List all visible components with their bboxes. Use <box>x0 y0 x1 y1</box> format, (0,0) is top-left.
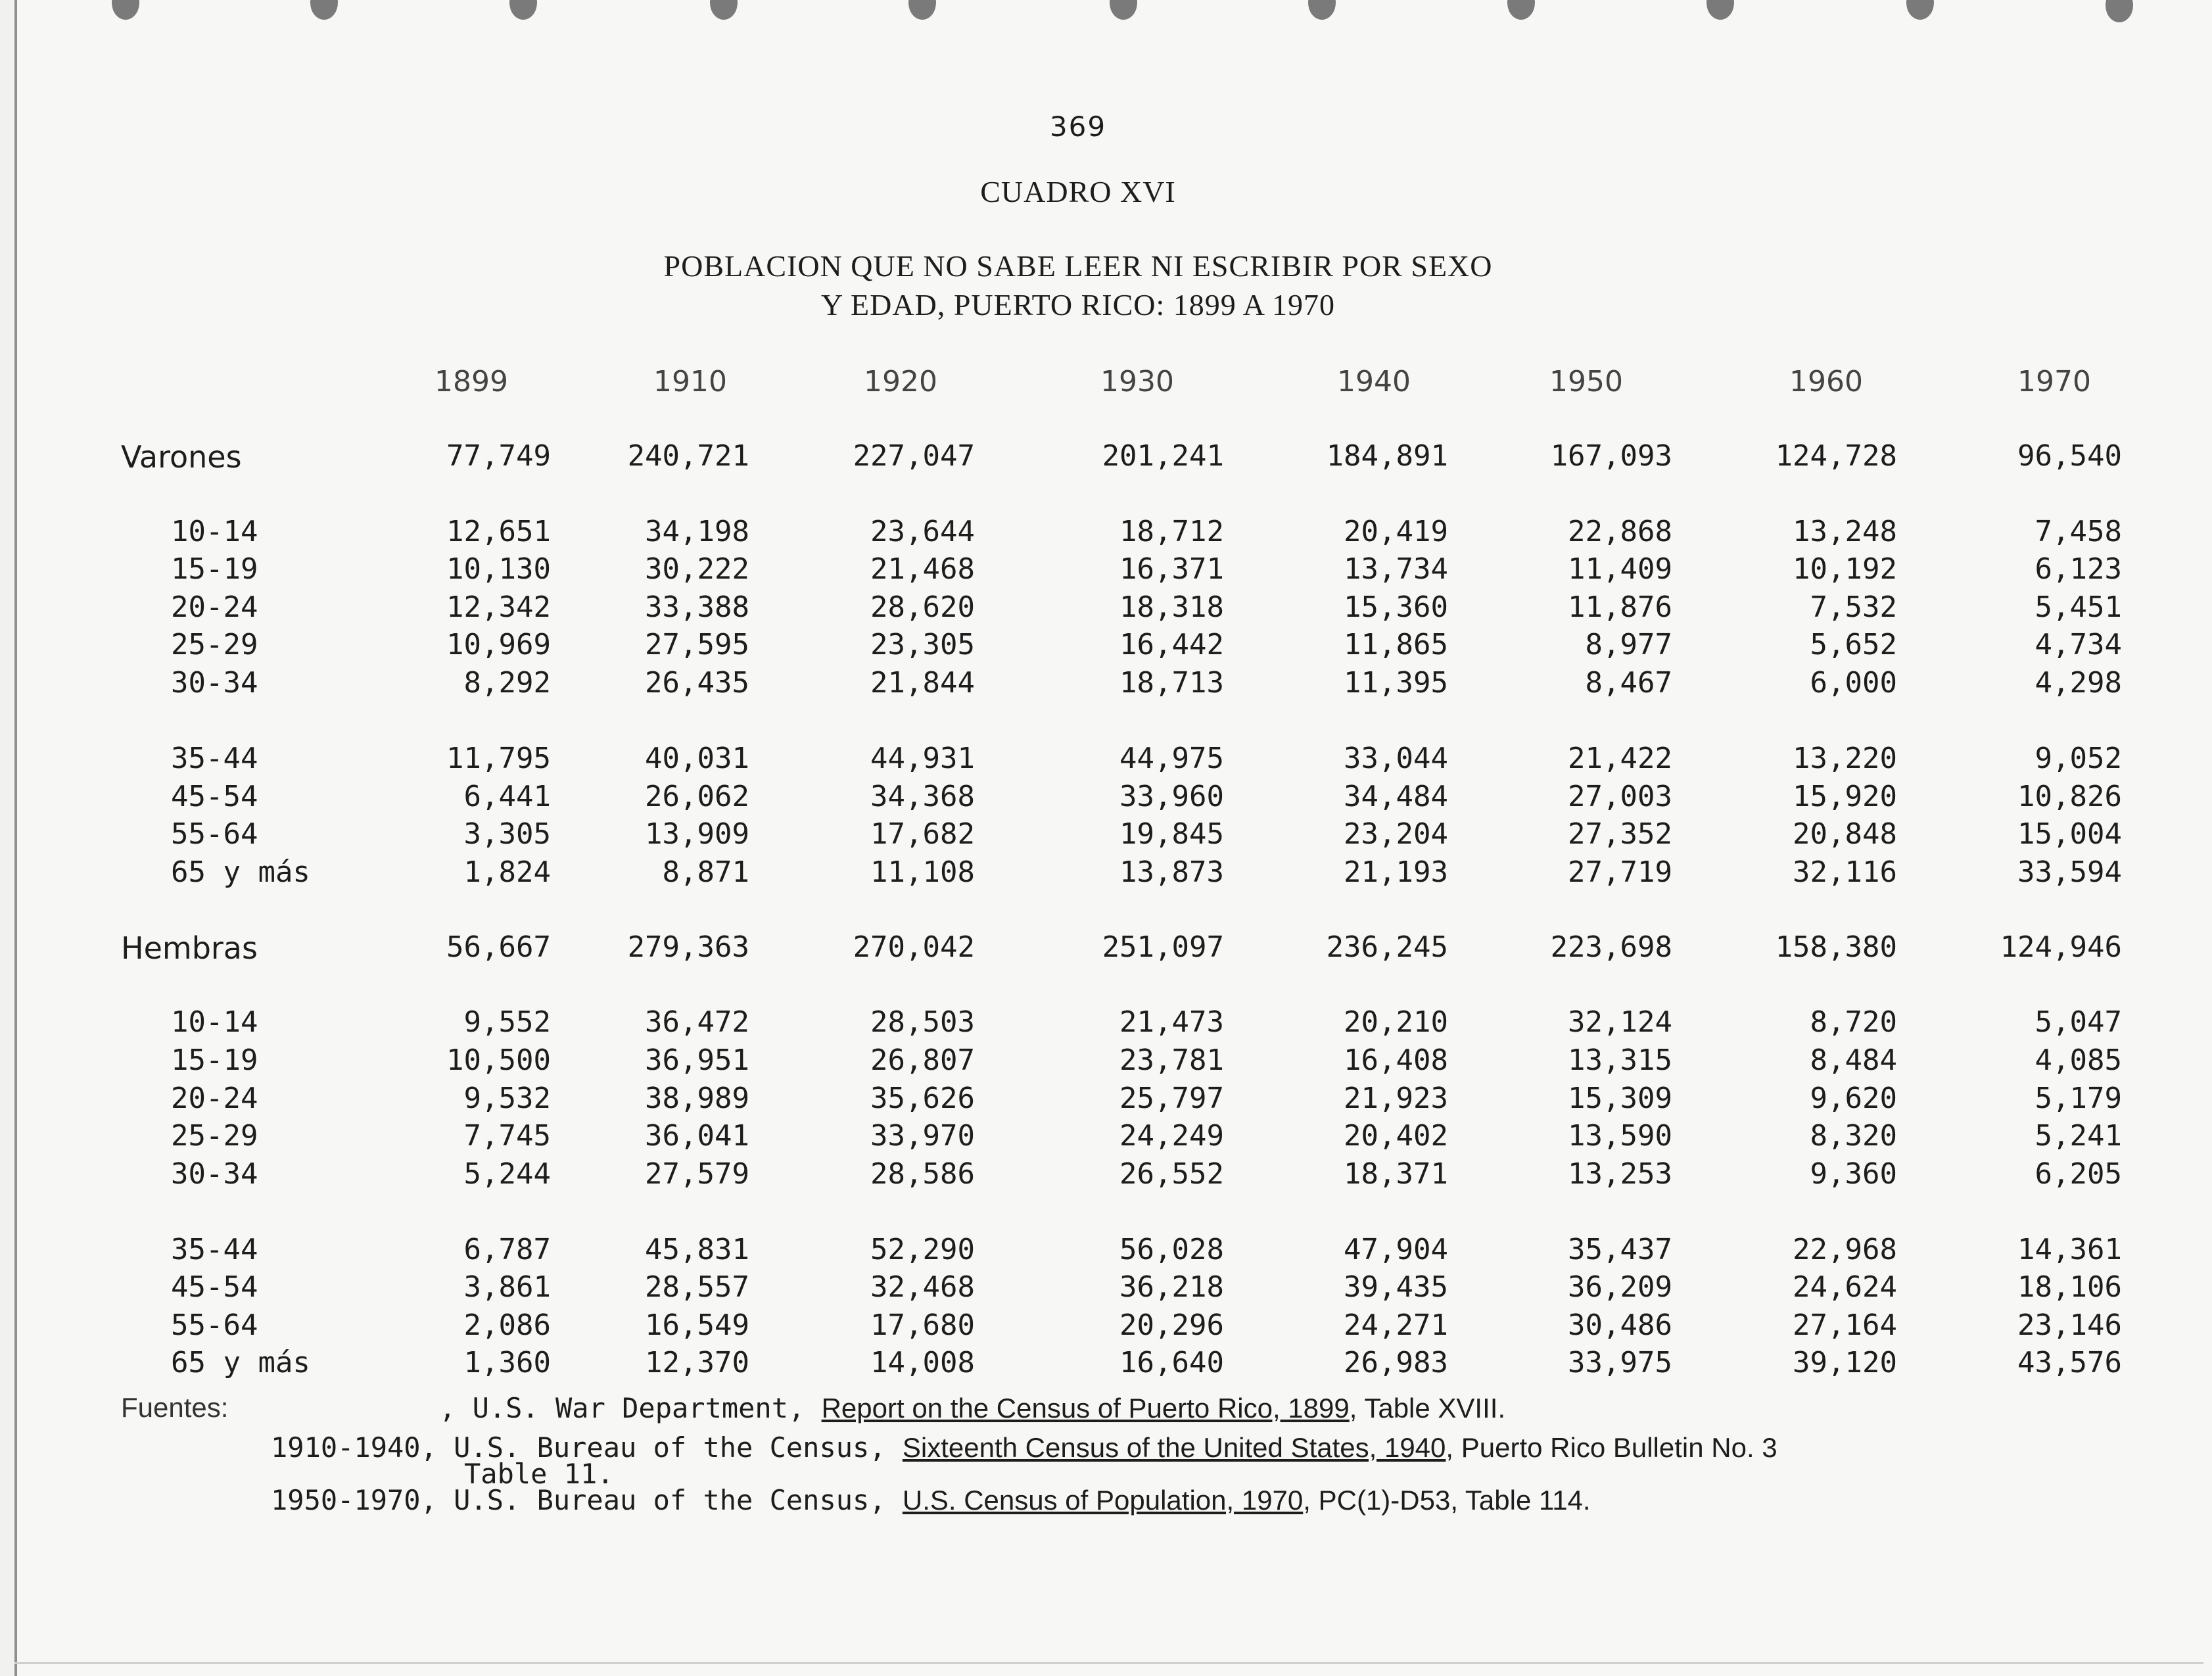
table-cell: 270,042 <box>853 930 975 964</box>
table-cell: 56,667 <box>446 930 551 964</box>
table-cell: 56,028 <box>1119 1233 1224 1266</box>
table-cell: 8,292 <box>463 666 551 700</box>
table-cell: 11,395 <box>1344 666 1448 700</box>
row-age-label: 45-54 <box>171 780 258 813</box>
table-cell: 124,728 <box>1775 439 1897 473</box>
table-cell: 33,975 <box>1568 1346 1672 1379</box>
sources-heading: Fuentes: <box>121 1392 229 1423</box>
table-cell: 9,052 <box>2035 742 2122 775</box>
table-cell: 52,290 <box>870 1233 975 1266</box>
table-cell: 39,120 <box>1793 1346 1897 1379</box>
source-text: , PC(1)-D53, Table 114. <box>1303 1485 1591 1516</box>
table-cell: 30,222 <box>645 552 749 586</box>
table-cell: 27,595 <box>645 628 749 661</box>
table-cell: 28,620 <box>870 590 975 624</box>
table-cell: 18,318 <box>1119 590 1224 624</box>
table-cell: 23,146 <box>2017 1308 2122 1342</box>
table-cell: 27,579 <box>645 1157 749 1191</box>
row-age-label: 20-24 <box>171 1082 258 1115</box>
table-cell: 17,682 <box>870 817 975 851</box>
table-cell: 8,977 <box>1585 628 1672 661</box>
table-cell: 32,116 <box>1793 855 1897 889</box>
table-cell: 20,848 <box>1793 817 1897 851</box>
table-cell: 38,989 <box>645 1082 749 1115</box>
table-cell: 8,320 <box>1810 1119 1897 1153</box>
table-cell: 28,503 <box>870 1005 975 1039</box>
table-cell: 18,713 <box>1119 666 1224 700</box>
row-age-label: 45-54 <box>171 1270 258 1304</box>
table-cell: 26,062 <box>645 780 749 813</box>
table-cell: 236,245 <box>1326 930 1448 964</box>
table-cell: 15,004 <box>2017 817 2122 851</box>
table-cell: 36,209 <box>1568 1270 1672 1304</box>
table-cell: 35,437 <box>1568 1233 1672 1266</box>
row-group-label: Hembras <box>121 930 258 966</box>
table-cell: 4,085 <box>2035 1043 2122 1077</box>
table-title-line-1: POBLACION QUE NO SABE LEER NI ESCRIBIR POR SEXO <box>663 249 1493 283</box>
year-header: 1899 <box>435 365 508 398</box>
table-cell: 27,164 <box>1793 1308 1897 1342</box>
table-cell: 13,253 <box>1568 1157 1672 1191</box>
table-cell: 16,640 <box>1119 1346 1224 1379</box>
table-cell: 13,220 <box>1793 742 1897 775</box>
table-cell: 251,097 <box>1102 930 1224 964</box>
table-cell: 15,920 <box>1793 780 1897 813</box>
table-cell: 7,532 <box>1810 590 1897 624</box>
table-cell: 23,781 <box>1119 1043 1224 1077</box>
table-cell: 20,296 <box>1119 1308 1224 1342</box>
table-cell: 18,712 <box>1119 515 1224 548</box>
table-cell: 2,086 <box>463 1308 551 1342</box>
table-cell: 21,923 <box>1344 1082 1448 1115</box>
table-cell: 18,371 <box>1344 1157 1448 1191</box>
table-cell: 33,594 <box>2017 855 2122 889</box>
table-cell: 24,624 <box>1793 1270 1897 1304</box>
row-age-label: 25-29 <box>171 1119 258 1153</box>
table-cell: 44,975 <box>1119 742 1224 775</box>
table-cell: 45,831 <box>645 1233 749 1266</box>
table-cell: 27,352 <box>1568 817 1672 851</box>
table-cell: 13,315 <box>1568 1043 1672 1077</box>
table-cell: 22,868 <box>1568 515 1672 548</box>
source-title: Report on the Census of Puerto Rico, 1899 <box>821 1393 1350 1424</box>
source-line-3: Table 11. <box>464 1458 614 1490</box>
table-cell: 7,745 <box>463 1119 551 1153</box>
table-cell: 28,557 <box>645 1270 749 1304</box>
table-cell: 5,047 <box>2035 1005 2122 1039</box>
table-cell: 22,968 <box>1793 1233 1897 1266</box>
year-header: 1910 <box>653 365 727 398</box>
table-cell: 15,360 <box>1344 590 1448 624</box>
row-age-label: 55-64 <box>171 817 258 851</box>
table-cell: 23,305 <box>870 628 975 661</box>
table-cell: 26,983 <box>1344 1346 1448 1379</box>
row-age-label: 10-14 <box>171 515 258 548</box>
table-cell: 12,342 <box>446 590 551 624</box>
page-number: 369 <box>1049 110 1107 143</box>
table-cell: 6,205 <box>2035 1157 2122 1191</box>
table-cell: 34,368 <box>870 780 975 813</box>
table-cell: 36,041 <box>645 1119 749 1153</box>
row-age-label: 65 y más <box>171 855 310 889</box>
table-cell: 6,441 <box>463 780 551 813</box>
table-cell: 13,873 <box>1119 855 1224 889</box>
table-cell: 10,826 <box>2017 780 2122 813</box>
table-cell: 6,787 <box>463 1233 551 1266</box>
table-cell: 11,108 <box>870 855 975 889</box>
year-header: 1940 <box>1337 365 1411 398</box>
table-cell: 11,876 <box>1568 590 1672 624</box>
row-age-label: 55-64 <box>171 1308 258 1342</box>
table-cell: 6,123 <box>2035 552 2122 586</box>
table-cell: 3,305 <box>463 817 551 851</box>
table-cell: 8,467 <box>1585 666 1672 700</box>
table-cell: 24,249 <box>1119 1119 1224 1153</box>
table-cell: 9,532 <box>463 1082 551 1115</box>
table-cell: 11,409 <box>1568 552 1672 586</box>
table-cell: 26,807 <box>870 1043 975 1077</box>
table-cell: 30,486 <box>1568 1308 1672 1342</box>
table-cell: 44,931 <box>870 742 975 775</box>
row-age-label: 15-19 <box>171 552 258 586</box>
row-age-label: 65 y más <box>171 1346 310 1379</box>
row-age-label: 35-44 <box>171 742 258 775</box>
table-cell: 36,218 <box>1119 1270 1224 1304</box>
year-header: 1970 <box>2017 365 2091 398</box>
table-cell: 24,271 <box>1344 1308 1448 1342</box>
table-cell: 240,721 <box>627 439 749 473</box>
table-cell: 7,458 <box>2035 515 2122 548</box>
source-text: , U.S. War Department, <box>439 1392 822 1424</box>
source-text: 1950-1970, U.S. Bureau of the Census, <box>271 1484 903 1516</box>
table-cell: 25,797 <box>1119 1082 1224 1115</box>
table-cell: 35,626 <box>870 1082 975 1115</box>
table-cell: 158,380 <box>1775 930 1897 964</box>
year-header: 1920 <box>864 365 937 398</box>
row-age-label: 30-34 <box>171 1157 258 1191</box>
table-cell: 26,552 <box>1119 1157 1224 1191</box>
row-age-label: 10-14 <box>171 1005 258 1039</box>
table-cell: 10,130 <box>446 552 551 586</box>
table-cell: 34,484 <box>1344 780 1448 813</box>
table-cell: 14,361 <box>2017 1233 2122 1266</box>
row-age-label: 35-44 <box>171 1233 258 1266</box>
table-cell: 8,720 <box>1810 1005 1897 1039</box>
table-cell: 33,960 <box>1119 780 1224 813</box>
table-cell: 13,248 <box>1793 515 1897 548</box>
table-cell: 32,468 <box>870 1270 975 1304</box>
table-cell: 8,871 <box>662 855 749 889</box>
table-cell: 36,951 <box>645 1043 749 1077</box>
table-cell: 33,388 <box>645 590 749 624</box>
table-cell: 227,047 <box>853 439 975 473</box>
table-cell: 19,845 <box>1119 817 1224 851</box>
table-cell: 124,946 <box>2000 930 2122 964</box>
table-cell: 5,241 <box>2035 1119 2122 1153</box>
table-cell: 9,552 <box>463 1005 551 1039</box>
source-text: , Table XVIII. <box>1349 1393 1506 1424</box>
table-cell: 26,435 <box>645 666 749 700</box>
table-cell: 17,680 <box>870 1308 975 1342</box>
table-cell: 16,442 <box>1119 628 1224 661</box>
table-cell: 77,749 <box>446 439 551 473</box>
table-cell: 28,586 <box>870 1157 975 1191</box>
source-title: U.S. Census of Population, 1970 <box>902 1485 1304 1516</box>
table-cell: 167,093 <box>1550 439 1672 473</box>
table-cell: 223,698 <box>1550 930 1672 964</box>
table-cell: 15,309 <box>1568 1082 1672 1115</box>
source-line-1 <box>439 1392 1505 1424</box>
table-cell: 13,734 <box>1344 552 1448 586</box>
table-cell: 16,371 <box>1119 552 1224 586</box>
table-cell: 47,904 <box>1344 1233 1448 1266</box>
table-cell: 21,193 <box>1344 855 1448 889</box>
table-cell: 21,422 <box>1568 742 1672 775</box>
year-header: 1950 <box>1549 365 1623 398</box>
table-cell: 20,210 <box>1344 1005 1448 1039</box>
table-cell: 4,734 <box>2035 628 2122 661</box>
table-cell: 1,824 <box>463 855 551 889</box>
row-age-label: 15-19 <box>171 1043 258 1077</box>
table-cell: 43,576 <box>2017 1346 2122 1379</box>
table-cell: 27,003 <box>1568 780 1672 813</box>
table-cell: 10,192 <box>1793 552 1897 586</box>
table-cell: 9,360 <box>1810 1157 1897 1191</box>
table-cell: 20,419 <box>1344 515 1448 548</box>
table-cell: 184,891 <box>1326 439 1448 473</box>
table-cell: 8,484 <box>1810 1043 1897 1077</box>
source-text: , Puerto Rico Bulletin No. 3 <box>1446 1432 1777 1463</box>
table-cell: 39,435 <box>1344 1270 1448 1304</box>
table-cell: 27,719 <box>1568 855 1672 889</box>
year-header: 1960 <box>1789 365 1863 398</box>
year-header: 1930 <box>1100 365 1174 398</box>
table-cell: 96,540 <box>2017 439 2122 473</box>
table-cell: 12,651 <box>446 515 551 548</box>
row-group-label: Varones <box>121 439 242 475</box>
table-cell: 18,106 <box>2017 1270 2122 1304</box>
table-cell: 14,008 <box>870 1346 975 1379</box>
table-cell: 16,408 <box>1344 1043 1448 1077</box>
table-cell: 13,909 <box>645 817 749 851</box>
table-cell: 279,363 <box>627 930 749 964</box>
table-cell: 23,204 <box>1344 817 1448 851</box>
table-cell: 4,298 <box>2035 666 2122 700</box>
table-cell: 5,652 <box>1810 628 1897 661</box>
table-cell: 32,124 <box>1568 1005 1672 1039</box>
table-cell: 21,473 <box>1119 1005 1224 1039</box>
row-age-label: 20-24 <box>171 590 258 624</box>
table-cell: 23,644 <box>870 515 975 548</box>
table-cell: 5,179 <box>2035 1082 2122 1115</box>
page-edge-bottom <box>14 1662 2203 1664</box>
table-cell: 21,844 <box>870 666 975 700</box>
table-cell: 40,031 <box>645 742 749 775</box>
table-cell: 5,244 <box>463 1157 551 1191</box>
source-text: 1910-1940, U.S. Bureau of the Census, <box>271 1431 903 1464</box>
table-cell: 12,370 <box>645 1346 749 1379</box>
table-cell: 21,468 <box>870 552 975 586</box>
table-cell: 6,000 <box>1810 666 1897 700</box>
table-title-line-2: Y EDAD, PUERTO RICO: 1899 A 1970 <box>821 288 1335 322</box>
table-cell: 9,620 <box>1810 1082 1897 1115</box>
table-number: CUADRO XVI <box>980 175 1176 208</box>
table-cell: 3,861 <box>463 1270 551 1304</box>
table-cell: 11,795 <box>446 742 551 775</box>
source-line-4 <box>271 1484 1591 1516</box>
table-cell: 34,198 <box>645 515 749 548</box>
table-cell: 201,241 <box>1102 439 1224 473</box>
table-cell: 13,590 <box>1568 1119 1672 1153</box>
table-cell: 33,044 <box>1344 742 1448 775</box>
source-title: Sixteenth Census of the United States, 1940 <box>902 1432 1446 1463</box>
table-cell: 33,970 <box>870 1119 975 1153</box>
table-cell: 16,549 <box>645 1308 749 1342</box>
table-cell: 5,451 <box>2035 590 2122 624</box>
row-age-label: 25-29 <box>171 628 258 661</box>
row-age-label: 30-34 <box>171 666 258 700</box>
table-cell: 20,402 <box>1344 1119 1448 1153</box>
table-cell: 11,865 <box>1344 628 1448 661</box>
table-cell: 36,472 <box>645 1005 749 1039</box>
table-cell: 10,969 <box>446 628 551 661</box>
table-cell: 10,500 <box>446 1043 551 1077</box>
table-cell: 1,360 <box>463 1346 551 1379</box>
